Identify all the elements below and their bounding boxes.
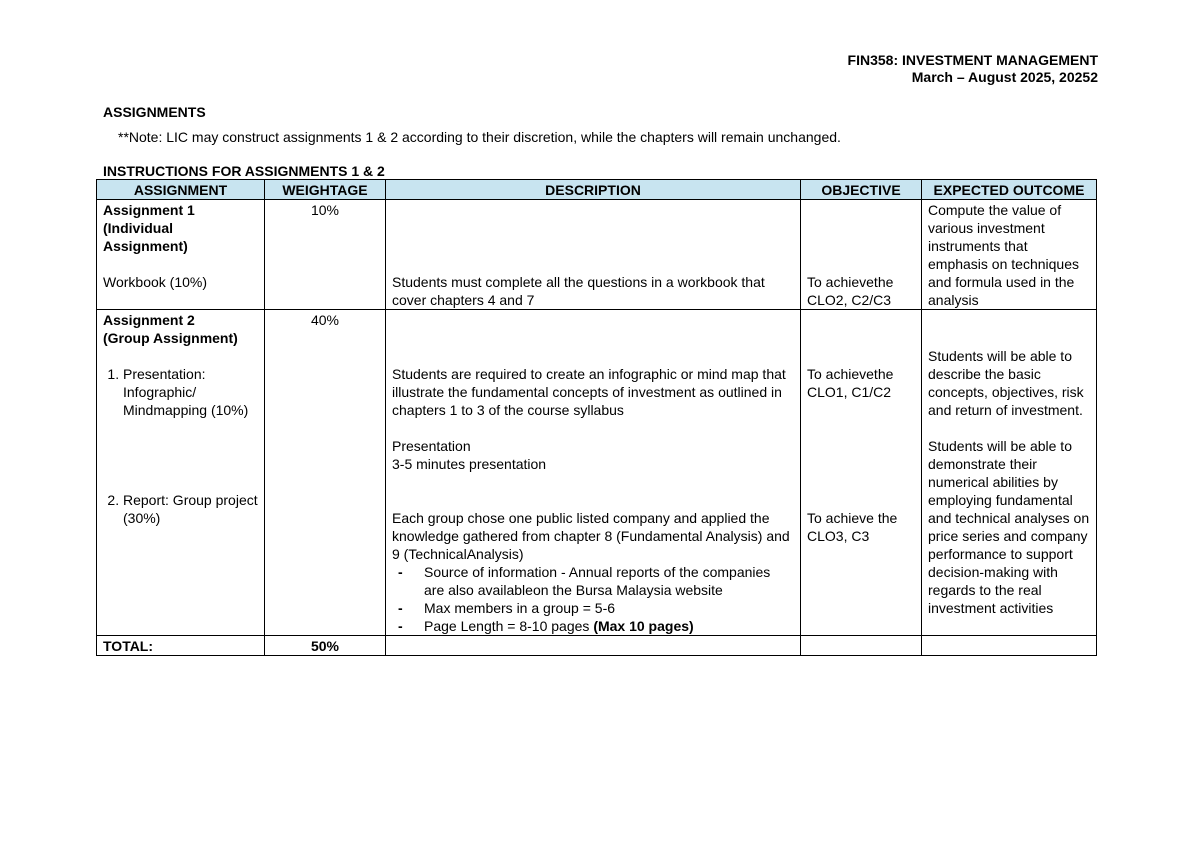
col-header-weightage: WEIGHTAGE [265, 180, 386, 200]
a2-title-line2: (Group Assignment) [103, 330, 238, 346]
a1-description: Students must complete all the questions in a workbook that cover chapters 4 and 7 [392, 274, 765, 308]
instructions-title: INSTRUCTIONS FOR ASSIGNMENTS 1 & 2 [103, 163, 385, 179]
a2-presentation-label: Presentation [392, 438, 471, 454]
a2-description-cell [386, 310, 801, 636]
a2-title: Assignment 2 [103, 312, 195, 328]
bullet-bold-text: (Max 10 pages) [593, 618, 694, 634]
a1-objective-cell [801, 200, 922, 310]
a2-components-list [103, 365, 258, 419]
total-empty-description [386, 636, 801, 656]
total-label: TOTAL: [97, 636, 265, 656]
a1-title-line2: (Individual [103, 220, 173, 236]
total-empty-objective [801, 636, 922, 656]
a2-outcome-cell [922, 310, 1097, 636]
a2-weightage: 40% [265, 310, 386, 636]
a1-objective: To achievethe CLO2, C2/C3 [807, 274, 894, 308]
a1-weightage: 10% [265, 200, 386, 310]
list-item: - Max members in a group = 5-6 [424, 599, 794, 617]
a2-component-report: 2. Report: Group project (30%) [123, 491, 258, 527]
table-header-row [97, 180, 1097, 200]
a1-title: Assignment 1 [103, 202, 195, 218]
course-title: FIN358: INVESTMENT MANAGEMENT [847, 52, 1098, 68]
a2-report-bullets [392, 563, 794, 635]
a2-description-report: Each group chose one public listed company and applied the knowledge gathered from chapter 8 (Fundamental Analysis) and 9 (TechnicalAnalysis) [392, 510, 790, 562]
a1-workbook: Workbook (10%) [103, 274, 208, 290]
bullet-text: Page Length = 8-10 pages [424, 618, 594, 634]
a2-objective-1: To achievethe CLO1, C1/C2 [807, 366, 894, 400]
a1-description-cell [386, 200, 801, 310]
a2-presentation-duration: 3-5 minutes presentation [392, 456, 547, 472]
a2-objective-2: To achieve the CLO3, C3 [807, 510, 898, 544]
col-header-objective: OBJECTIVE [801, 180, 922, 200]
assignments-table [96, 179, 1097, 656]
a2-objective-cell [801, 310, 922, 636]
table-row-total [97, 636, 1097, 656]
document-header [848, 52, 1098, 86]
a2-outcome-1: Students will be able to describe the basic concepts, objectives, risk and return of investment. [928, 348, 1084, 418]
a2-outcome-2: Students will be able to demonstrate their numerical abilities by employing fundamental and technical analyses on price series and company performance to support decision-making with regards to the real investment activities [928, 438, 1090, 616]
a1-title-line3: Assignment) [103, 238, 188, 254]
total-empty-outcome [922, 636, 1097, 656]
list-item [424, 617, 794, 635]
a2-assignment-cell [97, 310, 265, 636]
a2-components-list-2 [103, 491, 258, 527]
table-row-assignment-2 [97, 310, 1097, 636]
section-title: ASSIGNMENTS [103, 104, 206, 120]
col-header-description: DESCRIPTION [386, 180, 801, 200]
note-text: **Note: LIC may construct assignments 1 & 2 according to their discretion, while the chapters will remain unchanged. [118, 129, 841, 145]
a1-outcome: Compute the value of various investment instruments that emphasis on techniques and formula used in the analysis [922, 200, 1097, 310]
list-item: - Source of information - Annual reports of the companies are also availableon the Bursa Malaysia website [424, 563, 794, 599]
a1-assignment-cell [97, 200, 265, 310]
table-row-assignment-1 [97, 200, 1097, 310]
total-weightage: 50% [265, 636, 386, 656]
a2-component-presentation: 1. Presentation: Infographic/ Mindmapping (10%) [123, 365, 258, 419]
a2-description-presentation: Students are required to create an infographic or mind map that illustrate the fundamental concepts of investment as outlined in chapters 1 to 3 of the course syllabus [392, 366, 786, 418]
course-term: March – August 2025, 20252 [911, 69, 1098, 85]
col-header-expected-outcome: EXPECTED OUTCOME [922, 180, 1097, 200]
col-header-assignment: ASSIGNMENT [97, 180, 265, 200]
